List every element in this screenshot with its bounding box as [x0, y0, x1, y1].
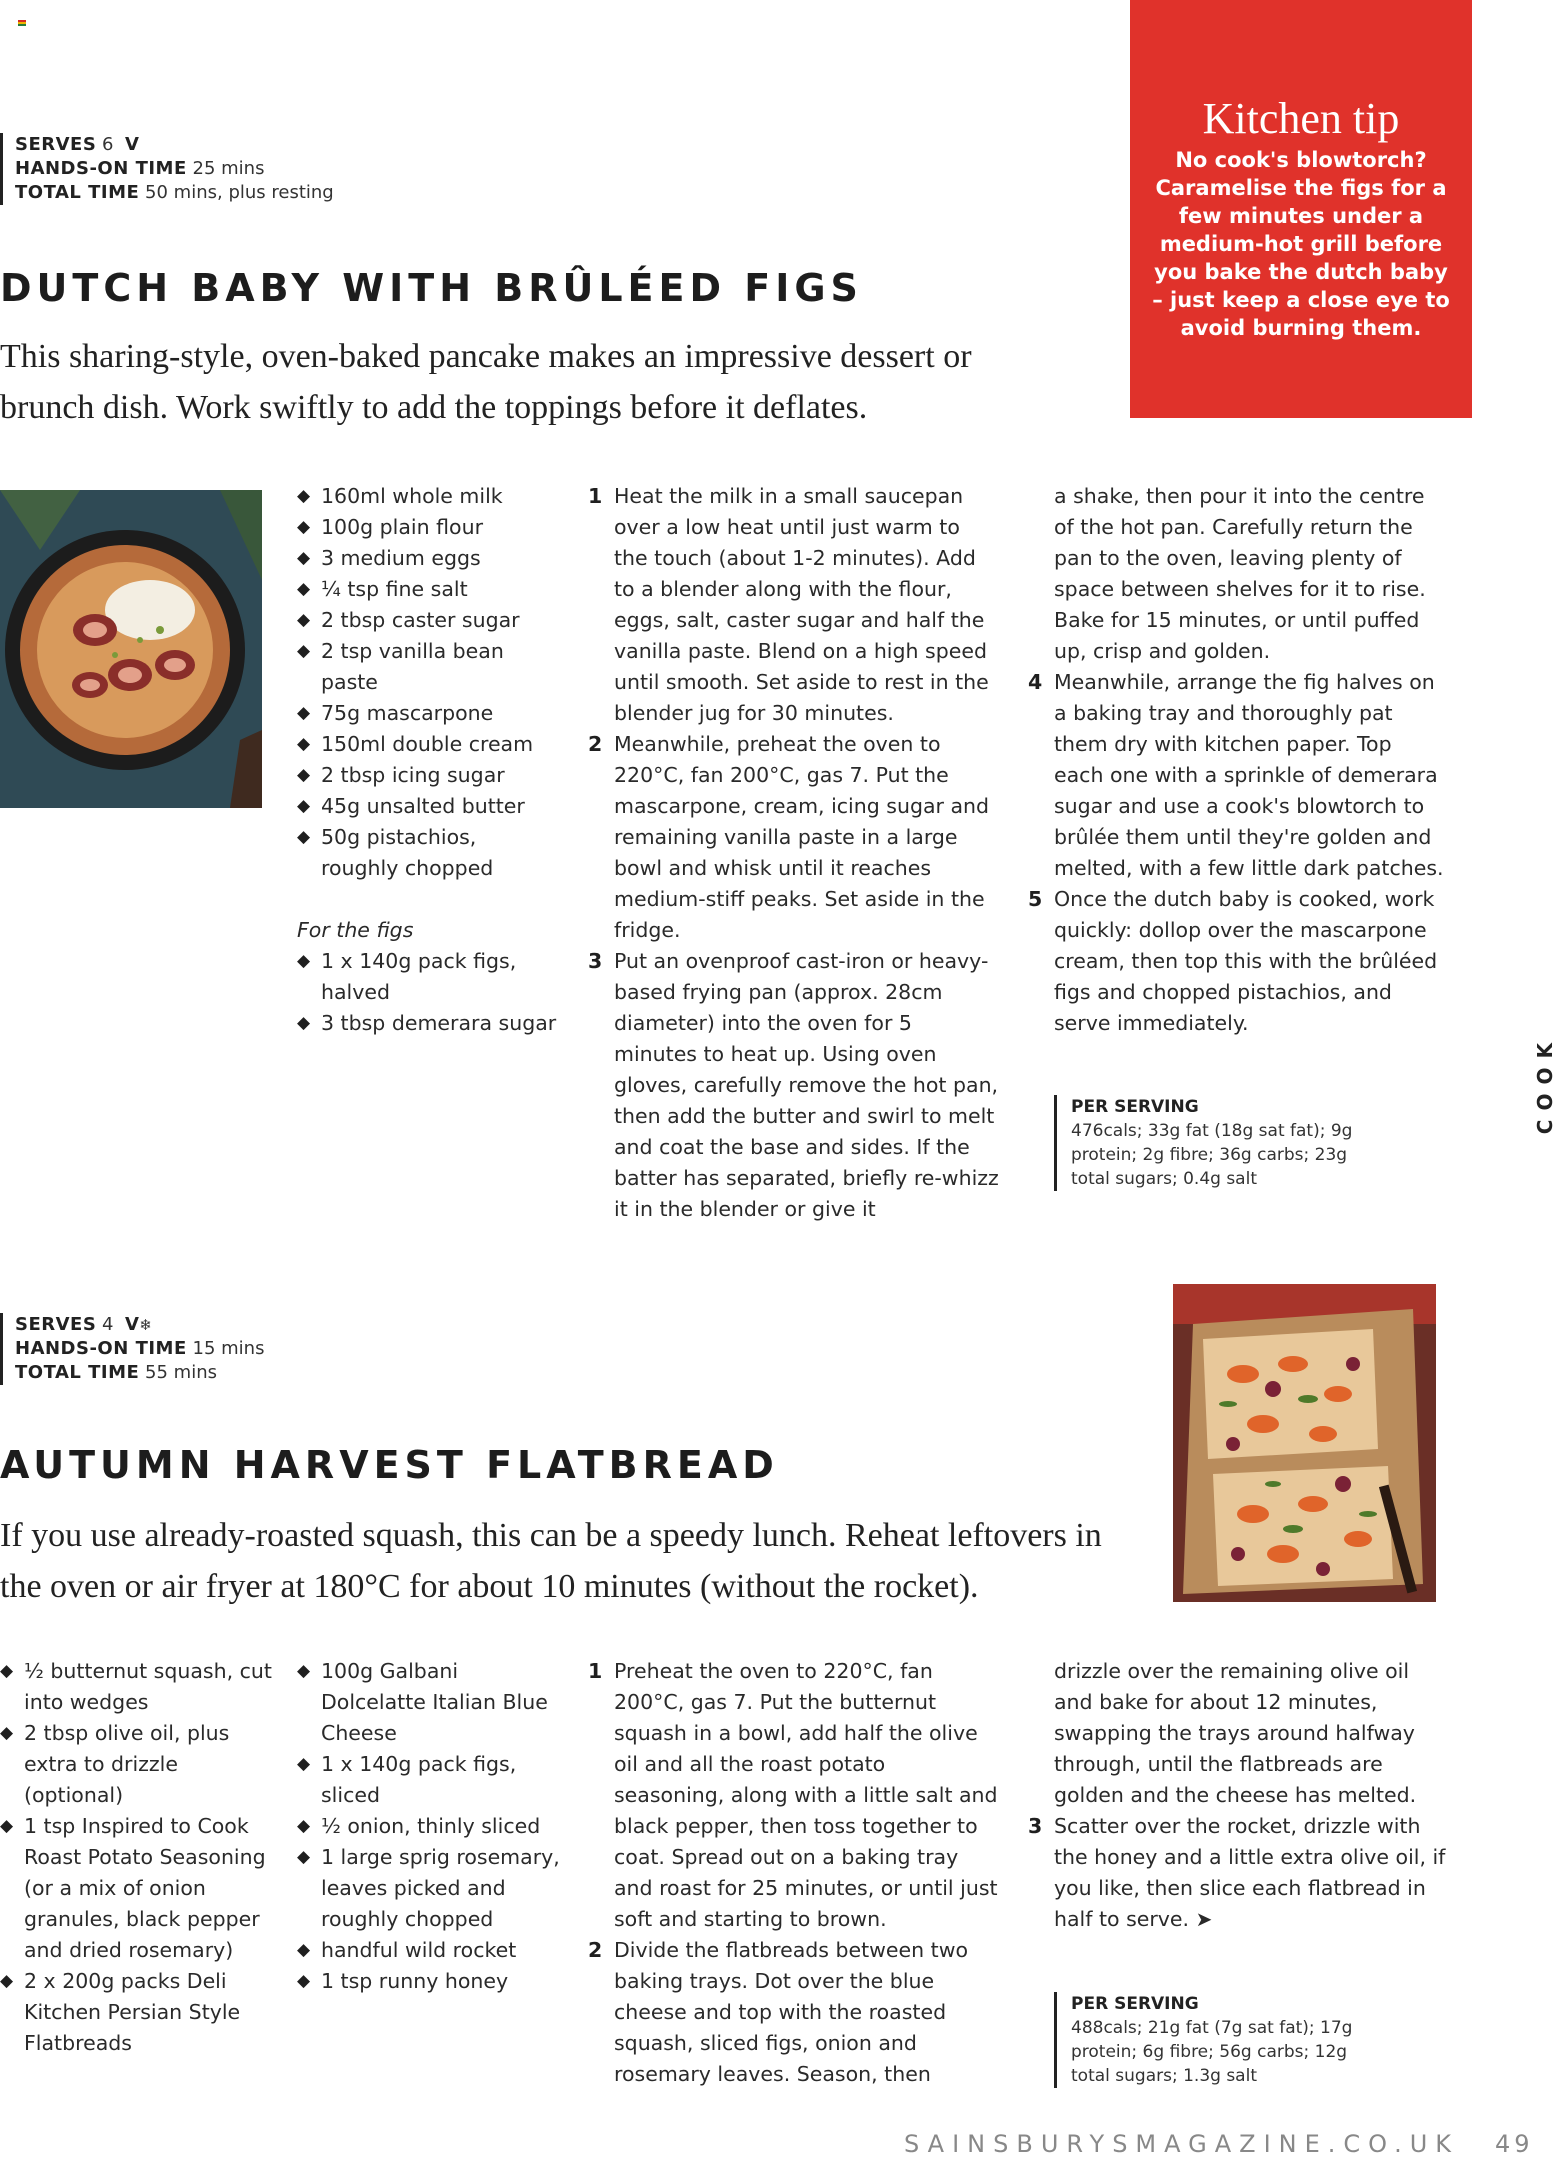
- flag-icon: [18, 20, 26, 26]
- ingredient-item: ◆ 2 tbsp olive oil, plus extra to drizzle (optional): [0, 1718, 272, 1811]
- recipe2-ingredients-a: [0, 1656, 272, 2059]
- recipe1-title: DUTCH BABY WITH BRÛLÉED FIGS: [0, 266, 863, 310]
- page-number: 49: [1495, 2130, 1534, 2158]
- ingredient-item: ◆ 3 tbsp demerara sugar: [297, 1008, 557, 1039]
- ingredient-item: ◆ 75g mascarpone: [297, 698, 557, 729]
- ingredient-item: ◆ 1 tsp Inspired to Cook Roast Potato Seasoning (or a mix of onion granules, black pepper and dried rosemary): [0, 1811, 272, 1966]
- ingredient-item: ◆ ½ onion, thinly sliced: [297, 1811, 569, 1842]
- ingredient-item: ◆ 1 x 140g pack figs, sliced: [297, 1749, 569, 1811]
- recipe1-meta: SERVES 6 V HANDS-ON TIME 25 mins TOTAL TIME 50 mins, plus resting: [0, 133, 334, 205]
- kitchen-tip-body: No cook's blowtorch? Caramelise the figs for a few minutes under a medium-hot grill before you bake the dutch baby – just keep a close eye to avoid burning them.: [1152, 148, 1450, 340]
- ingredient-item: ◆ 150ml double cream: [297, 729, 557, 760]
- recipe2-steps-col1: [588, 1656, 1000, 2090]
- snowflake-icon: ❄: [139, 1316, 152, 1334]
- kitchen-tip-box: [1130, 0, 1472, 418]
- footer-website: SAINSBURYSMAGAZINE.CO.UK: [904, 2130, 1460, 2158]
- recipe1-steps-col2: [1028, 481, 1446, 1039]
- ingredient-item: ◆ ¼ tsp fine salt: [297, 574, 557, 605]
- flatbread-photo: [1173, 1284, 1436, 1602]
- ingredient-item: ◆ 3 medium eggs: [297, 543, 557, 574]
- ingredient-item: ◆ 2 x 200g packs Deli Kitchen Persian Style Flatbreads: [0, 1966, 272, 2059]
- ingredient-item: ◆ 2 tbsp caster sugar: [297, 605, 557, 636]
- method-step: 2 Meanwhile, preheat the oven to 220°C, fan 200°C, gas 7. Put the mascarpone, cream, icing sugar and remaining vanilla paste in a large bowl and whisk until it reaches medium-stiff peaks. Set aside in the fridge.: [588, 732, 990, 942]
- ingredient-item: ◆ 160ml whole milk: [297, 481, 557, 512]
- recipe2-intro: If you use already-roasted squash, this can be a speedy lunch. Reheat leftovers in the oven or air fryer at 180°C for about 10 minutes (without the rocket).: [0, 1517, 1102, 1605]
- ingredient-item: ◆ ½ butternut squash, cut into wedges: [0, 1656, 272, 1718]
- ingredient-item: ◆ 1 x 140g pack figs, halved: [297, 946, 557, 1008]
- ingredient-item: ◆ 100g Galbani Dolcelatte Italian Blue Cheese: [297, 1656, 569, 1749]
- figs-subhead: For the figs: [297, 918, 414, 942]
- method-step: 1 Preheat the oven to 220°C, fan 200°C, gas 7. Put the butternut squash in a bowl, add half the olive oil and all the roast potato seasoning, along with a little salt and black pepper, then toss together to coat. Spread out on a baking tray and roast for 25 minutes, or until just soft and starting to brown.: [588, 1659, 998, 1931]
- recipe2-title: AUTUMN HARVEST FLATBREAD: [0, 1443, 779, 1487]
- ingredient-item: ◆ 1 large sprig rosemary, leaves picked and roughly chopped: [297, 1842, 569, 1935]
- recipe1-steps-col1: [588, 481, 1000, 1225]
- section-label: COOK: [1533, 1034, 1557, 1135]
- recipe1-nutrition: PER SERVING 476cals; 33g fat (18g sat fat); 9g protein; 2g fibre; 36g carbs; 23g total sugars; 0.4g salt: [1054, 1095, 1384, 1191]
- kitchen-tip-title: Kitchen tip: [1202, 94, 1400, 143]
- method-step-continued: drizzle over the remaining olive oil and bake for about 12 minutes, swapping the trays around halfway through, until the flatbreads are golden and the cheese has melted.: [1054, 1659, 1417, 1807]
- recipe1-intro: This sharing-style, oven-baked pancake makes an impressive dessert or brunch dish. Work swiftly to add the toppings before it deflates.: [0, 338, 972, 426]
- method-step: 5 Once the dutch baby is cooked, work quickly: dollop over the mascarpone cream, then top this with the brûléed figs and chopped pistachios, and serve immediately.: [1028, 887, 1438, 1035]
- method-step: 3 Put an ovenproof cast-iron or heavy-based frying pan (approx. 28cm diameter) into the oven for 5 minutes to heat up. Using oven gloves, carefully remove the hot pan, then add the butter and swirl to melt and coat the base and sides. If the batter has separated, briefly re-whizz it in the blender or give it: [588, 949, 999, 1221]
- recipe2-meta: SERVES 4 V❄ HANDS-ON TIME 15 mins TOTAL TIME 55 mins: [0, 1313, 264, 1385]
- ingredient-item: ◆ 1 tsp runny honey: [297, 1966, 569, 1997]
- method-step: 3 Scatter over the rocket, drizzle with the honey and a little extra olive oil, if you like, then slice each flatbread in half to serve. ➤: [1028, 1814, 1446, 1931]
- arrow-right-icon: ➤: [1195, 1907, 1213, 1931]
- ingredient-item: ◆ 50g pistachios, roughly chopped: [297, 822, 557, 884]
- method-step: 1 Heat the milk in a small saucepan over a low heat until just warm to the touch (about 1-2 minutes). Add to a blender along with the flour, eggs, salt, caster sugar and half the vanilla paste. Blend on a high speed until smooth. Set aside to rest in the blender jug for 30 minutes.: [588, 484, 989, 725]
- ingredient-item: ◆ handful wild rocket: [297, 1935, 569, 1966]
- method-step: 2 Divide the flatbreads between two baking trays. Dot over the blue cheese and top with the roasted squash, sliced figs, onion and rosemary leaves. Season, then: [588, 1938, 969, 2086]
- recipe2-nutrition: PER SERVING 488cals; 21g fat (7g sat fat); 17g protein; 6g fibre; 56g carbs; 12g total sugars; 1.3g salt: [1054, 1992, 1384, 2088]
- method-step: 4 Meanwhile, arrange the fig halves on a baking tray and thoroughly pat them dry with kitchen paper. Top each one with a sprinkle of demerara sugar and use a cook's blowtorch to brûlée them until they're golden and melted, with a few little dark patches.: [1028, 670, 1444, 880]
- recipe2-ingredients-b: [297, 1656, 569, 1997]
- ingredient-item: ◆ 2 tbsp icing sugar: [297, 760, 557, 791]
- ingredient-item: ◆ 100g plain flour: [297, 512, 557, 543]
- dutch-baby-photo: [0, 490, 262, 808]
- recipe2-steps-col2: [1028, 1656, 1446, 1935]
- ingredient-item: ◆ 45g unsalted butter: [297, 791, 557, 822]
- recipe1-ingredients: [297, 481, 557, 1039]
- method-step-continued: a shake, then pour it into the centre of the hot pan. Carefully return the pan to the oven, leaving plenty of space between shelves for it to rise. Bake for 15 minutes, or until puffed up, crisp and golden.: [1054, 484, 1426, 663]
- ingredient-item: ◆ 2 tsp vanilla bean paste: [297, 636, 557, 698]
